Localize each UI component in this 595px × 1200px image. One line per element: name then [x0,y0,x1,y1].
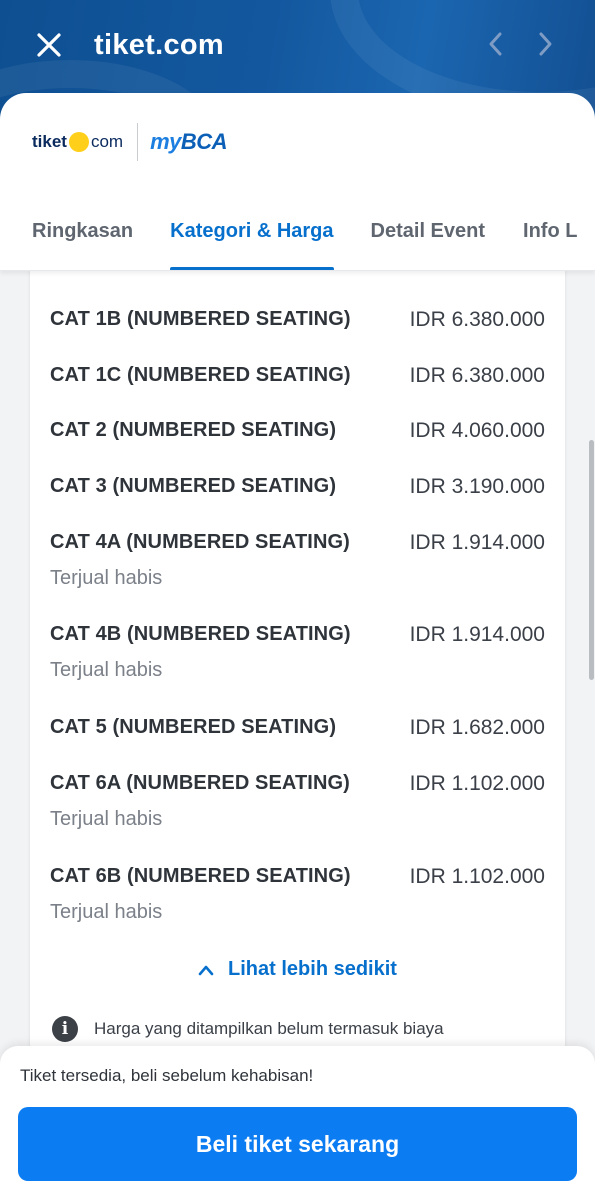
chevron-left-icon [486,31,506,57]
sold-out-label: Terjual habis [50,808,163,830]
tab-ringkasan[interactable]: Ringkasan [32,220,134,242]
category-price: IDR 6.380.000 [409,308,545,331]
category-name: CAT 6A (NUMBERED SEATING) [50,772,350,794]
tab-bar [0,205,595,271]
category-name: CAT 1B (NUMBERED SEATING) [50,308,351,330]
tab-kategori-harga[interactable]: Kategori & Harga [170,205,333,271]
tab-detail-event[interactable]: Detail Event [370,220,486,242]
forward-button[interactable] [527,26,563,62]
bottom-bar [0,1046,595,1200]
sold-out-label: Terjual habis [50,659,163,681]
logo-dot-icon [69,132,89,152]
mybca-logo: myBCA [150,129,228,154]
category-price: IDR 6.380.000 [409,364,545,387]
back-button[interactable] [478,26,514,62]
category-name: CAT 6B (NUMBERED SEATING) [50,865,351,887]
category-price: IDR 4.060.000 [409,419,545,442]
info-icon: i [52,1016,78,1042]
brand-divider [137,123,138,161]
category-name: CAT 3 (NUMBERED SEATING) [50,475,337,497]
category-price: IDR 1.102.000 [409,772,545,795]
sold-out-label: Terjual habis [50,901,163,923]
buy-ticket-button[interactable]: Beli tiket sekarang [18,1107,577,1181]
info-note-text: Harga yang ditampilkan belum termasuk biaya [94,1019,444,1038]
category-price: IDR 1.914.000 [409,623,545,646]
content-sheet [0,93,595,1200]
header-title: tiket.com [94,29,225,61]
tab-info[interactable]: Info L [523,220,578,242]
show-less-button[interactable]: Lihat lebih sedikit [30,958,565,981]
category-name: CAT 4B (NUMBERED SEATING) [50,623,351,645]
brand-row [32,123,227,161]
category-price: IDR 1.682.000 [409,716,545,739]
category-name: CAT 4A (NUMBERED SEATING) [50,531,350,553]
tiket-logo: tiket com [32,132,124,151]
chevron-right-icon [535,31,555,57]
category-price: IDR 3.190.000 [409,475,545,498]
close-icon [36,32,62,58]
chevron-up-icon [198,964,214,976]
category-price: IDR 1.914.000 [409,531,545,554]
price-list-card [30,271,565,1141]
availability-text: Tiket tersedia, beli sebelum kehabisan! [20,1066,314,1085]
sold-out-label: Terjual habis [50,567,163,589]
category-price: IDR 1.102.000 [409,865,545,888]
scrollbar-thumb[interactable] [589,440,594,680]
info-note [52,1016,444,1042]
category-name: CAT 2 (NUMBERED SEATING) [50,419,337,441]
close-button[interactable] [30,26,68,64]
category-name: CAT 5 (NUMBERED SEATING) [50,716,337,738]
category-name: CAT 1C (NUMBERED SEATING) [50,364,351,386]
scroll-content[interactable] [0,271,595,1141]
